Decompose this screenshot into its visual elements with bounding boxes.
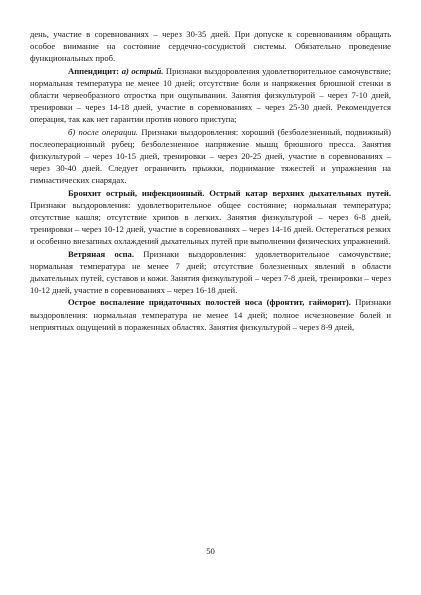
subheading-after-surgery: б) после операции. [68, 126, 139, 137]
paragraph-appendicitis-acute [30, 65, 391, 126]
paragraph-text: день, участие в соревнованиях – через 30-35 дней. При допуске к соревнованиям обращать особое внимание на состояние сердечно-сосудистой системы. Обязательно проведение функциональных проб. [30, 29, 391, 64]
paragraph-sinusitis [30, 296, 391, 333]
document-body [30, 28, 391, 333]
paragraph-appendicitis-postop [30, 126, 391, 187]
heading-sinusitis: Острое воспаление придаточных полостей носа (фронтит, гайморит). [68, 297, 351, 308]
paragraph-text: Признаки выздоровления удовлетворительное самочувствие; нормальная температура не менее 10 дней; отсутствие боли и напряжения брюшной стенки в области червеобразного отростка при ощупывании. Занятия физкультурой – через 7-10 дней, тренировки – через 14-18 дней, участие в соревнованиях – через 25-30 дней. Рекомендуется операция, так как нет гарантии против нового приступа; [30, 65, 391, 125]
paragraph-text: Признаки выздоровления: удовлетворительное самочувствие; нормальная температура не менее 7 дней; отсутствие болезненных явлений в области дыхательных путей, суставов и кожи. Занятия физкультурой – через 7-8 дней, тренировки – через 10-12 дней, участие в соревнованиях – через 16-18 дней. [30, 248, 391, 296]
heading-chickenpox: Ветряная оспа. [68, 248, 134, 259]
subheading-acute: а) острый. [121, 65, 164, 76]
paragraph-chickenpox [30, 248, 391, 297]
paragraph-bronchitis [30, 187, 391, 248]
heading-appendicitis: Аппендицит: [68, 65, 120, 76]
paragraph-text: Признаки выздоровления: хороший (безболезненный, подвижный) послеоперационный рубец; безболезненное напряжение мышц брюшного пресса. Занятия физкультурой – через 10-15 дней, тренировки – через 20-25 дней, участие в соревнованиях – через 30-40 дней. Следует ограничить прыжки, поднимание тяжестей и упражнения на гимнастических снарядах. [30, 126, 391, 186]
paragraph-intro [30, 28, 391, 65]
paragraph-text: Признаки выздоровления: удовлетворительное общее состояние; нормальная температура; отсутствие кашля; отсутствие хрипов в легких. Занятия физкультурой – через 6-8 дней, тренировки – через 10-12 дней, участие в соревнованиях – через 14-16 дней. Остерегаться резких и особенно внезапных охлаждений дыхательных путей при выполнении физических упражнений. [30, 199, 391, 247]
heading-bronchitis: Бронхит острый, инфекционный. Острый катар верхних дыхательных путей. [68, 187, 391, 198]
paragraph-text: Признаки выздоровления: нормальная температура не менее 14 дней; полное исчезновение болей и неприятных ощущений в пораженных областях. Занятия физкультурой – через 8-9 дней, [30, 297, 391, 332]
page-number: 50 [206, 546, 215, 556]
